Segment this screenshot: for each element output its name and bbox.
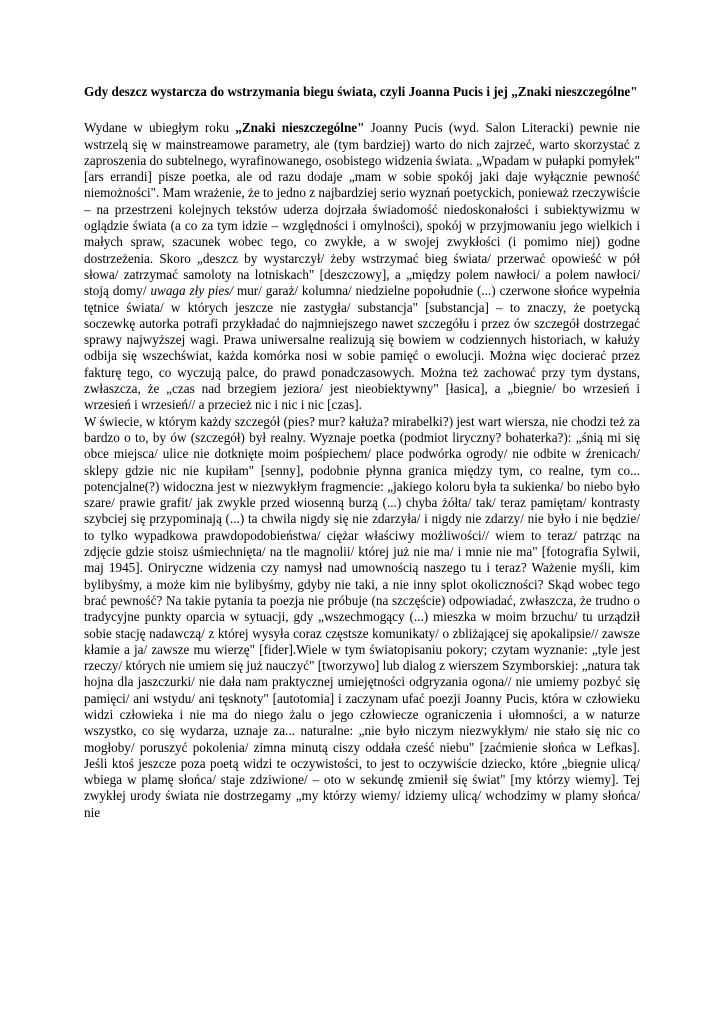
- paragraph-1-lead: Wydane w ubiegłym roku: [84, 120, 236, 136]
- article-title: Gdy deszcz wystarcza do wstrzymania biegu świata, czyli Joanna Pucis i jej „Znaki nieszczególne": [84, 84, 638, 99]
- paragraph-2: W świecie, w którym każdy szczegół (pies? mur? kałuża? mirabelki?) jest wart wiersza, nie chodzi też za bardzo o to, by ów (szczegół) był realny. Wyznaje poetka (podmiot liryczny? bohaterka?): „śnią mi się obce miejsca/ ulice nie dotknięte moim pośpiechem/ place podwórka ogrody/ nie odbite w źrenicach/ sklepy gdzie nic nie kupiłam" [senny], podobnie płynna granica między tym, co realne, tym co... potencjalne(?) widoczna jest w niezwykłym fragmencie: „jakiego koloru była ta sukienka/ bo niebo było szare/ prawie grafit/ jak zwykle przed wiosenną burzą (...) chyba żółta/ tak/ teraz pamiętam/ kontrasty szybciej się przypominają (...) ta chwila nigdy się nie zdarzyła/ i nigdy nie zdarzy/ nie było i nie będzie/ to tylko wypadkowa prawdopodobieństwa/ ciężar właściwy możliwości// wiem to teraz/ patrząc na zdjęcie gdzie stoisz uśmiechnięta/ na tle magnolii/ której już nie ma/ i mnie nie ma" [fotografia Sylwii, maj 1945]. Oniryczne widzenia czy namysł nad umownością naszego tu i teraz? Ważenie myśli, kim bylibyśmy, a może kim nie bylibyśmy, gdyby nie taki, a nie inny splot okoliczności? Skąd wobec tego brać pewność? Na takie pytania ta poezja nie próbuje (na szczęście) odpowiadać, zwłaszcza, że trudno o tradycyjne punkty oparcia w sytuacji, gdy „wszechmogący (...) mieszka w moim brzuchu/ tu urządził sobie stację nadawczą/ z której wysyła coraz częstsze komunikaty/ o zbliżającej się apokalipsie// zawsze kłamie a ja/ zawsze mu wierzę" [fider].Wiele w tym światopisaniu pokory; czytam wyznanie: „tyle jest rzeczy/ których nie umiem się już nauczyć" [tworzywo] lub dialog z wierszem Szymborskiej: „natura tak hojna dla jaszczurki/ nie dała nam praktycznej umiejętności odgryzania ogona// nie umiemy pozbyć się pamięci/ ani wstydu/ ani tęsknoty" [autotomia] i zaczynam ufać poezji Joanny Pucis, która w człowieku widzi człowieka i nie ma do niego żalu o jego człowiecze ograniczenia i ułomności, a w naturze wszystko, co się wydarza, uznaje za... naturalne: „nie było niczym niezwykłym/ nie stało się nic co mogłoby/ poruszyć pokolenia/ zimna minutą ciszy oddała cześć niebu" [zaćmienie słońca w Lefkas]. Jeśli ktoś jeszcze poza poetą widzi te oczywistości, to jest to oczywiście dziecko, które „biegnie ulicą/ wbiega w plamę słońca/ staje zdziwione/ – oto w sekundę zmienił się świat" [my którzy wiemy]. Tej zwykłej urody świata nie dostrzegamy „my którzy wiemy/ idziemy ulicą/ wchodzimy w plamy słońca/ nie: [84, 413, 640, 820]
- paragraph-1-text-a: Joanny Pucis (wyd. Salon Literacki) pewnie nie wstrzelą się w mainstreamowe parametry, ale (tym bardziej) warto do nich zajrzeć, warto skorzystać z zaproszenia do subtelnego, wyrafinowanego, osobistego widzenia świata. „Wpadam w pułapki pomyłek" [ars errandi] pisze poetka, ale od razu dodaje „mam w sobie spokój jaki daje wyłącznie pewność niemożności". Mam wrażenie, że to jedno z najbardziej serio wyznań poetyckich, ponieważ rzeczywiście – na przestrzeni kolejnych tekstów uderza dojrzała świadomość niedoskonałości i subiektywizmu w oglądzie świata (a co za tym idzie – względności i omylności), spokój w przyjmowaniu jego wielkich i małych spraw, szacunek wobec tego, co zwykłe, a w swojej zwykłości (i pomimo niej) godne dostrzeżenia. Skoro „deszcz by wystarczył/ żeby wstrzymać bieg świata/ przerwać opowieść w pół słowa/ zatrzymać samoloty na lotniskach" [deszczowy], a „między polem nawłoci/ a polem nawłoci/ stoją domy/: [84, 120, 640, 299]
- book-title: „Znaki nieszczególne": [235, 120, 365, 136]
- italic-quote: uwaga zły pies/: [150, 283, 234, 299]
- paragraph-1: [84, 120, 640, 413]
- paragraph-1-text-b: mur/ garaż/ kolumna/ niedzielne popołudnie (...) czerwone słońce wypełnia tętnice świata/ w których jeszcze nie zastygła/ substancja" [substancja] – to znaczy, że poetycką soczewkę autorka potrafi przykładać do najmniejszego nawet szczegółu i przez ów szczegół dostrzegać sprawy najwyższej wagi. Prawa uniwersalne realizują się bowiem w codziennych historiach, w kałuży odbija się wszechświat, każda komórka nosi w sobie pamięć o ewolucji. Można więc docierać przez fakturę tego, co wyczują palce, do prawd ponadczasowych. Można też zachować przy tym dystans, zwłaszcza, że „czas nad brzegiem jeziora/ jest nieobiektywny" [łasica], a „biegnie/ bo wrzesień i wrzesień i wrzesień// a przecież nic i nic i nic [czas].: [84, 283, 640, 413]
